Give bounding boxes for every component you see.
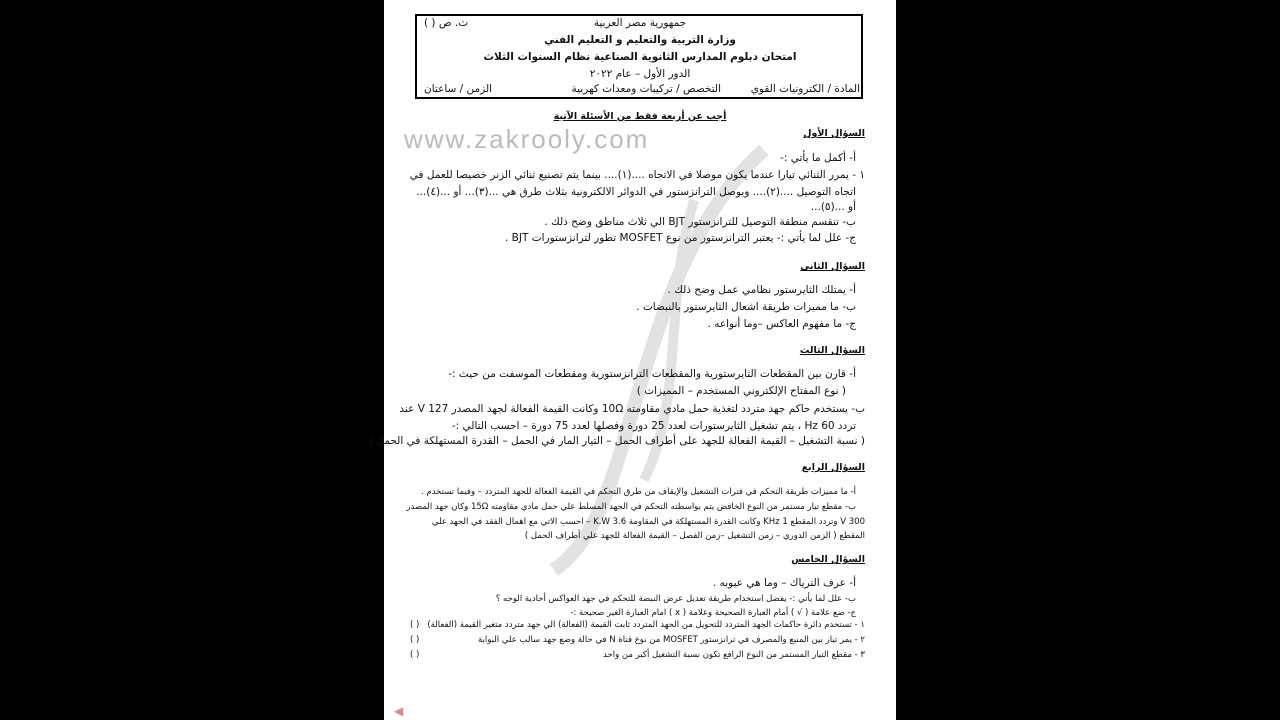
q5-statements bbox=[410, 619, 865, 664]
previous-page-arrow-icon[interactable]: ◀ bbox=[394, 704, 404, 718]
q5-statement-row bbox=[410, 634, 865, 646]
q2-title: السؤال الثاني bbox=[800, 261, 865, 272]
q4-title: السؤال الرابع bbox=[801, 462, 865, 473]
q2-a: أ- يمتلك الثايرستور نظامي عمل وضح ذلك . bbox=[667, 284, 856, 296]
q3-b-line: تردد 60 Hz ، يتم تشغيل الثايرستورات لعدد 25 دورة وفصلها لعدد 75 دورة – احسب التالي :- bbox=[451, 420, 856, 432]
q1-a1-line: ١ - يمرر الثنائي تيارا عندما يكون موصلا في الاتجاه ....(١).... بينما يتم تصنيع ثنائي الزنر خصيصا للعمل في bbox=[409, 169, 865, 181]
q5-c: ج- ضع علامة ( √ ) أمام العبارة الصحيحة وعلامة ( x ) امام العبارة الغير صحيحة :- bbox=[570, 608, 856, 618]
answer-blank[interactable]: ( ) bbox=[410, 650, 420, 660]
specialization: التخصص / تركيبات ومعدات كهربية bbox=[571, 83, 721, 95]
q1-c: ج- علل لما يأتي :- يعتبر الترانزستور من نوع MOSFET تطور لترانزستورات BJT . bbox=[504, 232, 856, 244]
instruction: أجب عن أربعة فقط من الأسئلة الآتية bbox=[553, 111, 727, 122]
q5-statement: ١ - تستخدم دائرة حاكمات الجهد المتردد للتحويل من الجهد المتردد ثابت القيمة (الفعالة) الي جهد متردد متغير القيمة (الفعالة) bbox=[427, 620, 865, 630]
q5-title: السؤال الخامس bbox=[791, 554, 865, 565]
q5-statement: ٢ - يمر تيار بين المنبع والمصرف في ترانزستور MOSFET من نوع قناة N في حالة وضع جهد سالب علي البوابة bbox=[477, 635, 865, 645]
q3-a: أ- قارن بين المقطعات الثايرستورية والمقطعات الترانزستورية ومقطعات الموسفت من حيث :- bbox=[448, 368, 856, 380]
q2-b: ب- ما مميزات طريقة اشعال الثايرستور بالنبضات . bbox=[636, 301, 856, 313]
q5-b: ب- علل لما يأتي :- يفضل استخدام طريقة تعديل عرض النبضة للتحكم في جهد العواكس أحادية الوجه ؟ bbox=[495, 594, 856, 604]
ministry: وزارة التربية والتعليم و التعليم الفني bbox=[544, 34, 736, 46]
duration: الزمن / ساعتان bbox=[424, 83, 493, 95]
q1-a1-line: أو ...(٥)... bbox=[810, 201, 856, 213]
q3-title: السؤال الثالث bbox=[799, 345, 865, 356]
q4-a: أ- ما مميزات طريقة التحكم في فترات التشغيل والإيقاف من طرق التحكم في القيمة الفعالة للجهد المتردد – وفيما تستخدم . bbox=[421, 487, 856, 497]
exam-round: الدور الأول – عام ٢٠٢٢ bbox=[589, 68, 691, 80]
q5-statement-row bbox=[410, 649, 865, 661]
q1-b: ب- تنقسم منطقة التوصيل للترانزستور BJT الي ثلاث مناطق وضح ذلك . bbox=[544, 216, 856, 228]
q5-statement-row bbox=[410, 619, 865, 631]
q4-b: ب- مقطع تيار مستمر من النوع الخافض يتم بواسطته التحكم في الجهد المسلط علي حمل مادي مقاومته 15Ω وكان جهد المصدر bbox=[406, 502, 856, 512]
website-watermark: www.zakrooly.com bbox=[404, 124, 650, 154]
exam-title: امتحان دبلوم المدارس الثانوية الصناعية نظام السنوات الثلاث bbox=[483, 51, 797, 63]
country: جمهورية مصر العربية bbox=[593, 17, 687, 29]
q1-a: أ- أكمل ما يأتي :- bbox=[780, 152, 856, 164]
q3-b: ب- يستخدم حاكم جهد متردد لتغذية حمل مادي مقاومته 10Ω وكانت القيمة الفعالة لجهد المصدر 127 V عند bbox=[399, 403, 865, 415]
seat-number: ث. ص ( ) bbox=[424, 17, 469, 29]
signature-watermark bbox=[534, 140, 794, 580]
answer-blank[interactable]: ( ) bbox=[410, 620, 420, 630]
q3-b-line: ( نسبة التشغيل – القيمة الفعالة للجهد على أطراف الحمل – التيار المار في الحمل – القدرة المستهلكة في الحمل ) bbox=[368, 435, 865, 447]
q3-a-criteria: ( نوع المفتاح الإلكتروني المستخدم – المميزات ) bbox=[636, 385, 846, 397]
q1-title: السؤال الأول bbox=[803, 128, 865, 139]
q2-c: ج- ما مفهوم العاكس –وما أنواعه . bbox=[707, 318, 856, 330]
answer-blank[interactable]: ( ) bbox=[410, 635, 420, 645]
q4-b-line: 300 V وتردد المقطع 1 KHz وكانت القدرة المستهلكة في المقاومة 3.6 K.W – احسب الاتي مع اهمال الفقد في الجهد علي bbox=[431, 517, 865, 527]
q4-b-line: المقطع ( الزمن الدوري – زمن التشغيل –زمن الفصل – القيمة الفعالة للجهد علي أطراف الحمل ) bbox=[524, 531, 865, 541]
exam-page bbox=[368, 0, 896, 720]
q5-a: أ- عرف الترياك – وما هي عيوبه . bbox=[712, 577, 856, 589]
q5-statement: ٣ - مقطع التيار المستمر من النوع الرافع تكون نسبة التشغيل أكبر من واحد bbox=[603, 650, 865, 660]
subject: المادة / الكترونيات القوي bbox=[750, 83, 860, 95]
q1-a1-line: اتجاه التوصيل ....(٢).... ويوصل الترانزستور في الدوائر الالكترونية بثلاث طرق هي ...(٣)... أو ...(٤)... bbox=[416, 186, 856, 198]
